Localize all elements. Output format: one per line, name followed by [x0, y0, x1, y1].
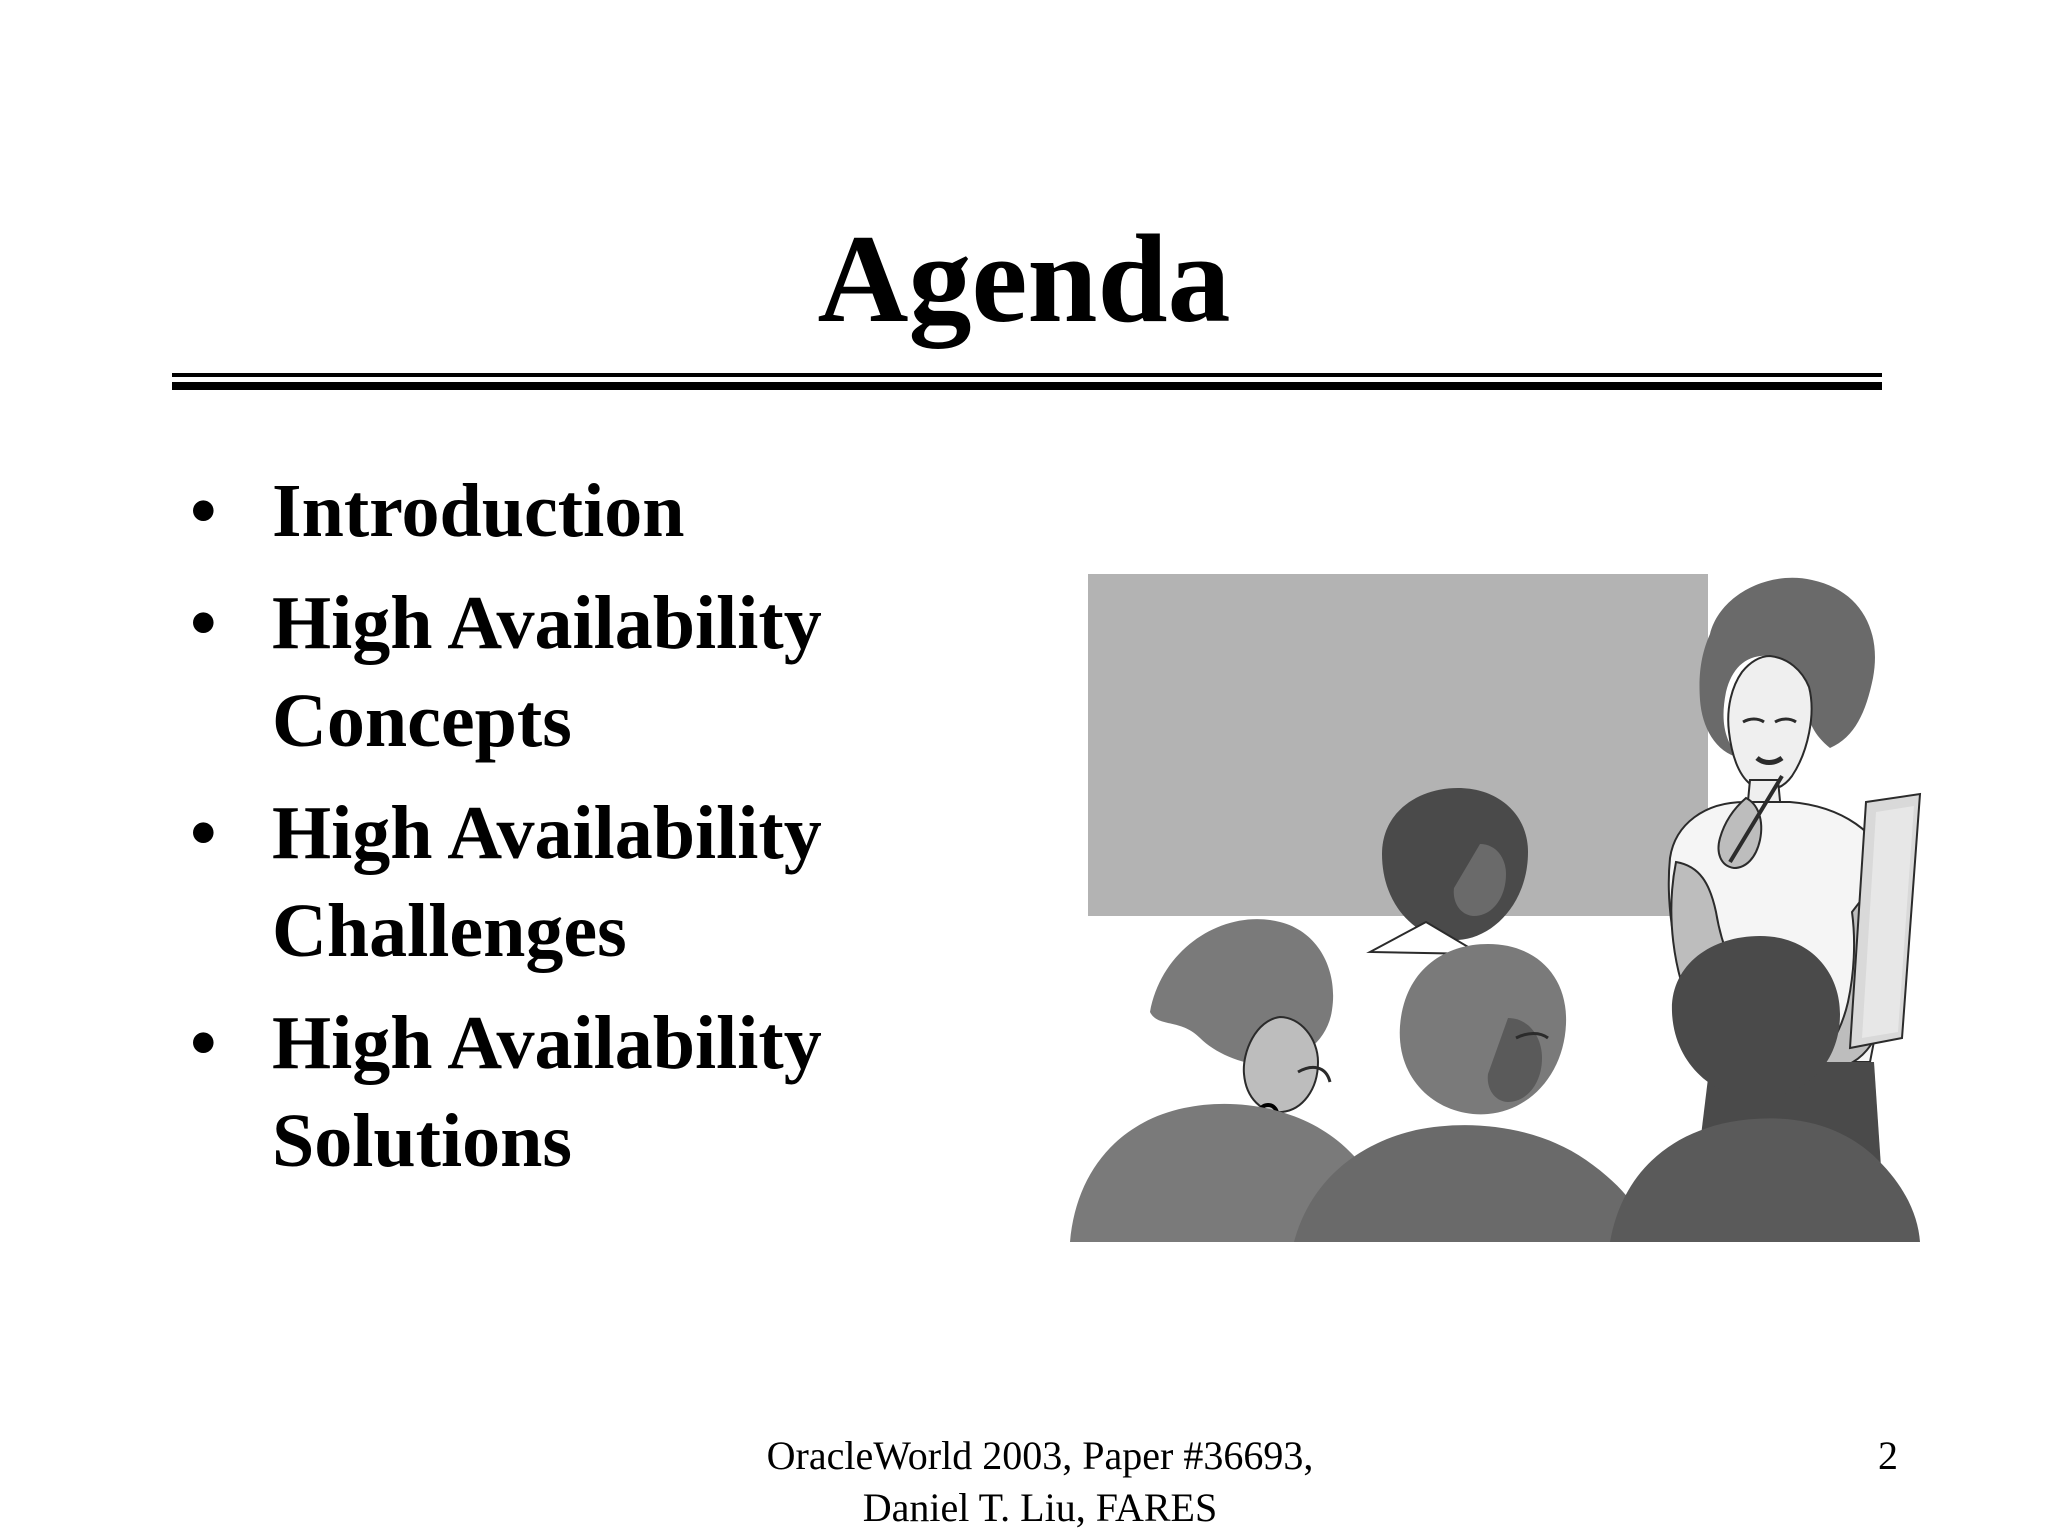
presenter-face	[1728, 656, 1811, 790]
agenda-item-text: Introduction	[272, 469, 685, 553]
agenda-item	[190, 462, 950, 560]
title-divider-thin	[172, 373, 1882, 377]
bullet-icon: •	[190, 469, 217, 553]
bullet-icon: •	[190, 1001, 217, 1085]
title-divider-thick	[172, 382, 1882, 390]
presentation-meeting-clipart-icon	[1070, 562, 1930, 1242]
agenda-item-text: High Availability Challenges	[272, 791, 822, 973]
audience-person-3-head	[1400, 944, 1566, 1114]
agenda-item	[190, 574, 950, 770]
slide-title: Agenda	[817, 210, 1231, 349]
footer-line-1: OracleWorld 2003, Paper #36693,	[766, 1433, 1314, 1478]
bullet-icon: •	[190, 581, 217, 665]
agenda-item	[190, 994, 950, 1190]
audience-person-2-head	[1382, 788, 1528, 940]
agenda-item	[190, 784, 950, 980]
audience-person-4-head	[1672, 936, 1840, 1098]
audience-person-3-shoulders	[1294, 1125, 1648, 1242]
footer-citation	[640, 1430, 1440, 1534]
page-number: 2	[1878, 1433, 1898, 1478]
agenda-item-text: High Availability Concepts	[272, 581, 822, 763]
agenda-list	[190, 462, 950, 1204]
footer-line-2: Daniel T. Liu, FARES	[862, 1485, 1218, 1530]
agenda-item-text: High Availability Solutions	[272, 1001, 822, 1183]
bullet-icon: •	[190, 791, 217, 875]
